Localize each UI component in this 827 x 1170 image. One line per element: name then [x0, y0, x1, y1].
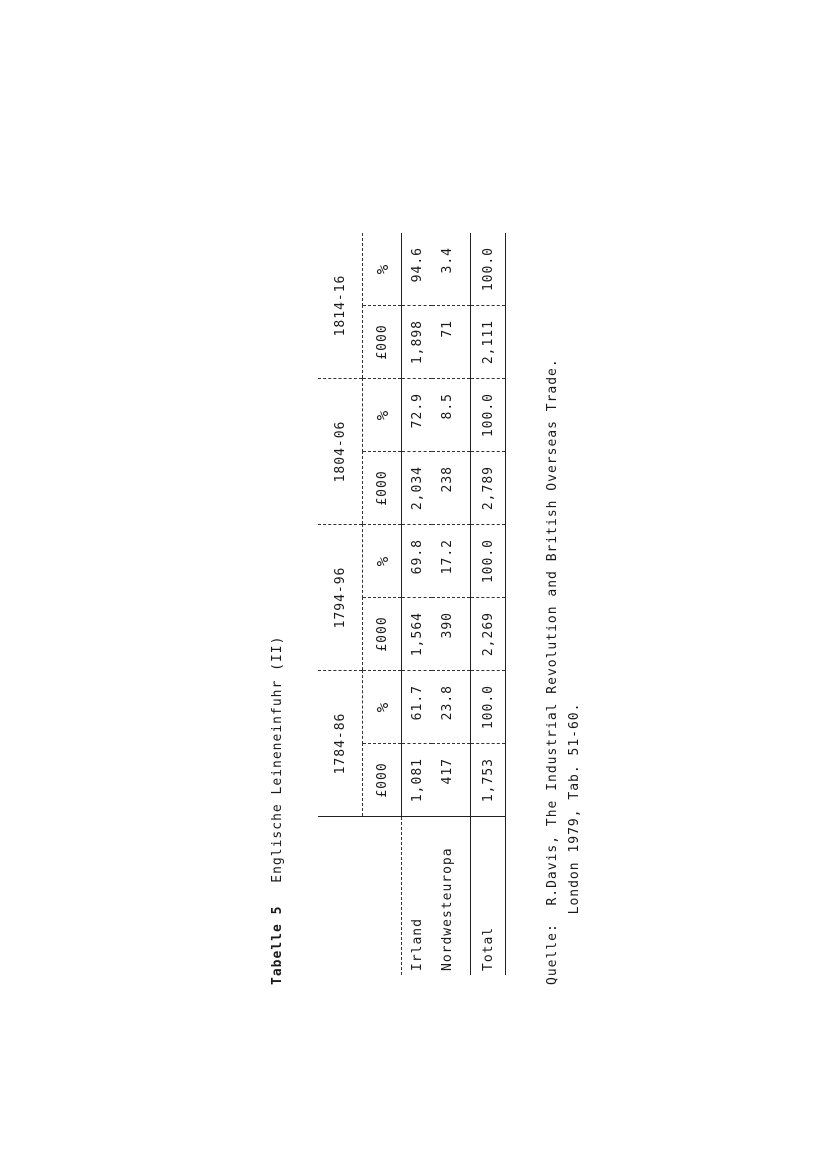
cell-value: 72.9 [409, 393, 425, 429]
cell-value: 1,081 [402, 744, 433, 817]
source-note [542, 358, 586, 985]
cell-value: 2,111 [471, 306, 506, 379]
unit-gbp-header: £000 [363, 306, 402, 379]
table-number: Tabelle 5 [270, 905, 285, 985]
row-label: Irland [402, 817, 433, 976]
cell-value: 100.0 [471, 525, 506, 598]
cell-value: 2,034 [402, 452, 433, 525]
cell-value: 3.4 [439, 247, 455, 274]
cell-value: 1,898 [402, 306, 433, 379]
table-row-total [471, 233, 506, 975]
row-label: Total [471, 817, 506, 976]
unit-pct-header: % [363, 379, 402, 452]
table-row-nordwesteuropa [432, 233, 471, 975]
cell-value: 71 [432, 306, 471, 379]
cell-value: 94.6 [409, 247, 425, 283]
period-header-row [318, 233, 363, 975]
period-header: 1794-96 [318, 525, 363, 671]
cell-value: 100.0 [471, 671, 506, 744]
cell-value: 390 [432, 598, 471, 671]
cell-value: 100.0 [471, 233, 506, 306]
source-line-1: R.Davis, The Industrial Revolution and British Overseas Trade. [545, 358, 560, 906]
table-caption [270, 636, 294, 985]
row-label: Nordwesteuropa [432, 817, 471, 976]
cell-value: 61.7 [409, 685, 425, 721]
table-row-irland [402, 233, 433, 975]
cell-value: 1,564 [402, 598, 433, 671]
unit-pct-header: % [363, 525, 402, 598]
source-label: Quelle: [545, 923, 560, 985]
cell-value: 417 [432, 744, 471, 817]
source-line-2: London 1979, Tab. 51-60. [567, 702, 582, 915]
cell-value: 1,753 [471, 744, 506, 817]
table-title: Englische Leineneinfuhr (II) [270, 635, 285, 883]
cell-value: 17.2 [439, 539, 455, 575]
period-header: 1804-06 [318, 379, 363, 525]
cell-value: 2,269 [471, 598, 506, 671]
cell-value: 8.5 [439, 393, 455, 420]
cell-value: 2,789 [471, 452, 506, 525]
unit-gbp-header: £000 [363, 744, 402, 817]
cell-value: 100.0 [471, 379, 506, 452]
cell-value: 23.8 [439, 685, 455, 721]
unit-pct-header: % [363, 233, 402, 306]
rotated-document-page [270, 225, 610, 985]
period-header: 1784-86 [318, 671, 363, 817]
cell-value: 238 [432, 452, 471, 525]
unit-gbp-header: £000 [363, 452, 402, 525]
linen-import-table [318, 233, 506, 975]
cell-value: 69.8 [409, 539, 425, 575]
period-header: 1814-16 [318, 233, 363, 379]
stub-header [318, 817, 402, 976]
unit-gbp-header: £000 [363, 598, 402, 671]
unit-pct-header: % [363, 671, 402, 744]
